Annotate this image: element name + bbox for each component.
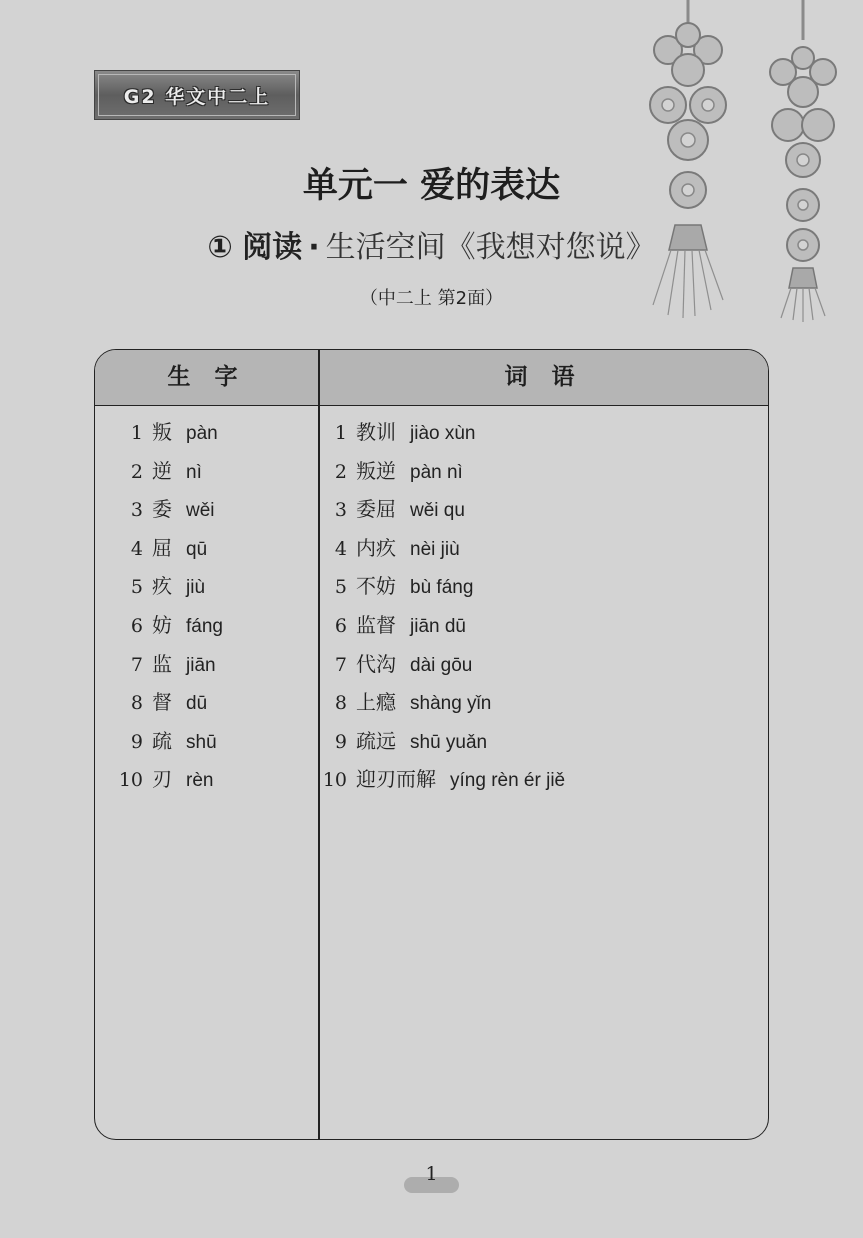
row-index: 10 (322, 769, 347, 792)
row-index: 4 (130, 537, 143, 560)
character-hanzi: 疏 (152, 728, 172, 753)
word-row (94, 417, 476, 447)
character-pinyin: qū (186, 538, 208, 560)
word-pinyin: shū yuǎn (410, 731, 488, 753)
word-pinyin: jiān dū (410, 616, 466, 637)
word-hanzi: 叛逆 (356, 458, 396, 483)
row-index: 8 (334, 692, 347, 715)
character-pinyin: dū (186, 693, 208, 715)
character-pinyin: shū (186, 731, 217, 753)
lesson-number: ① (207, 230, 233, 265)
row-index: 9 (130, 730, 143, 753)
word-pinyin: nèi jiù (410, 538, 460, 560)
word-hanzi: 代沟 (356, 651, 396, 676)
header-characters: 生 字 (167, 364, 246, 390)
character-pinyin: rèn (186, 770, 214, 792)
word-hanzi: 监督 (356, 613, 396, 637)
character-hanzi: 叛 (152, 420, 172, 444)
word-row (94, 456, 463, 486)
row-index: 2 (130, 460, 143, 483)
character-hanzi: 逆 (152, 458, 172, 483)
word-row (94, 687, 491, 717)
row-index: 6 (130, 615, 143, 637)
grade-badge-label: G2 华文中二上 (123, 85, 271, 108)
word-hanzi: 教训 (356, 420, 396, 444)
page-number: 1 (425, 1163, 438, 1185)
character-pinyin: pàn (186, 423, 218, 444)
row-index: 8 (130, 692, 143, 715)
character-hanzi: 委 (152, 497, 172, 522)
page-reference: （中二上 第2面） (359, 288, 504, 309)
row-index: 4 (334, 537, 347, 560)
word-pinyin: yíng rèn ér jiě (450, 770, 566, 792)
character-pinyin: jiān (186, 654, 216, 676)
word-hanzi: 疏远 (356, 728, 396, 753)
word-row (94, 649, 472, 679)
word-pinyin: pàn nì (410, 461, 463, 483)
row-index: 3 (334, 499, 347, 522)
lesson-kind: 阅读 (242, 230, 303, 265)
row-index: 1 (334, 422, 347, 444)
word-row (94, 726, 487, 756)
row-index: 7 (130, 653, 143, 676)
character-hanzi: 刃 (152, 767, 172, 792)
row-index: 7 (334, 653, 347, 676)
row-index: 5 (130, 576, 143, 599)
word-row (94, 764, 565, 794)
character-hanzi: 疚 (152, 574, 172, 599)
vocabulary-table (94, 349, 769, 1140)
word-hanzi: 委屈 (356, 497, 396, 522)
word-pinyin: shàng yǐn (410, 693, 492, 715)
character-pinyin: wěi (186, 500, 215, 522)
character-hanzi: 妨 (152, 613, 172, 637)
word-pinyin: jiào xùn (410, 423, 476, 444)
row-index: 10 (118, 769, 143, 792)
character-hanzi: 屈 (152, 535, 172, 560)
word-pinyin: wěi qu (410, 500, 465, 522)
character-pinyin: fáng (186, 616, 223, 637)
word-hanzi: 不妨 (356, 574, 396, 599)
word-row (94, 494, 465, 524)
lesson-title (0, 222, 863, 266)
word-hanzi: 迎刃而解 (356, 767, 436, 792)
row-index: 5 (334, 576, 347, 599)
character-hanzi: 督 (152, 690, 172, 715)
row-index: 6 (334, 615, 347, 637)
grade-badge (94, 70, 300, 120)
character-hanzi: 监 (152, 651, 172, 676)
word-pinyin: dài gōu (410, 654, 473, 676)
word-hanzi: 上瘾 (356, 690, 396, 715)
row-index: 9 (334, 730, 347, 753)
word-pinyin: bù fáng (410, 577, 474, 599)
lesson-name: 生活空间《我想对您说》 (325, 230, 656, 265)
lesson-separator: · (308, 230, 320, 265)
word-row (94, 610, 466, 640)
character-pinyin: jiù (186, 577, 206, 599)
row-index: 3 (130, 499, 143, 522)
row-index: 2 (334, 460, 347, 483)
word-row (94, 533, 460, 563)
unit-title: 单元一 爱的表达 (302, 166, 561, 206)
word-hanzi: 内疚 (356, 535, 396, 560)
row-index: 1 (130, 422, 143, 444)
character-pinyin: nì (186, 461, 202, 483)
header-words: 词 语 (504, 364, 583, 390)
word-row (94, 571, 473, 601)
